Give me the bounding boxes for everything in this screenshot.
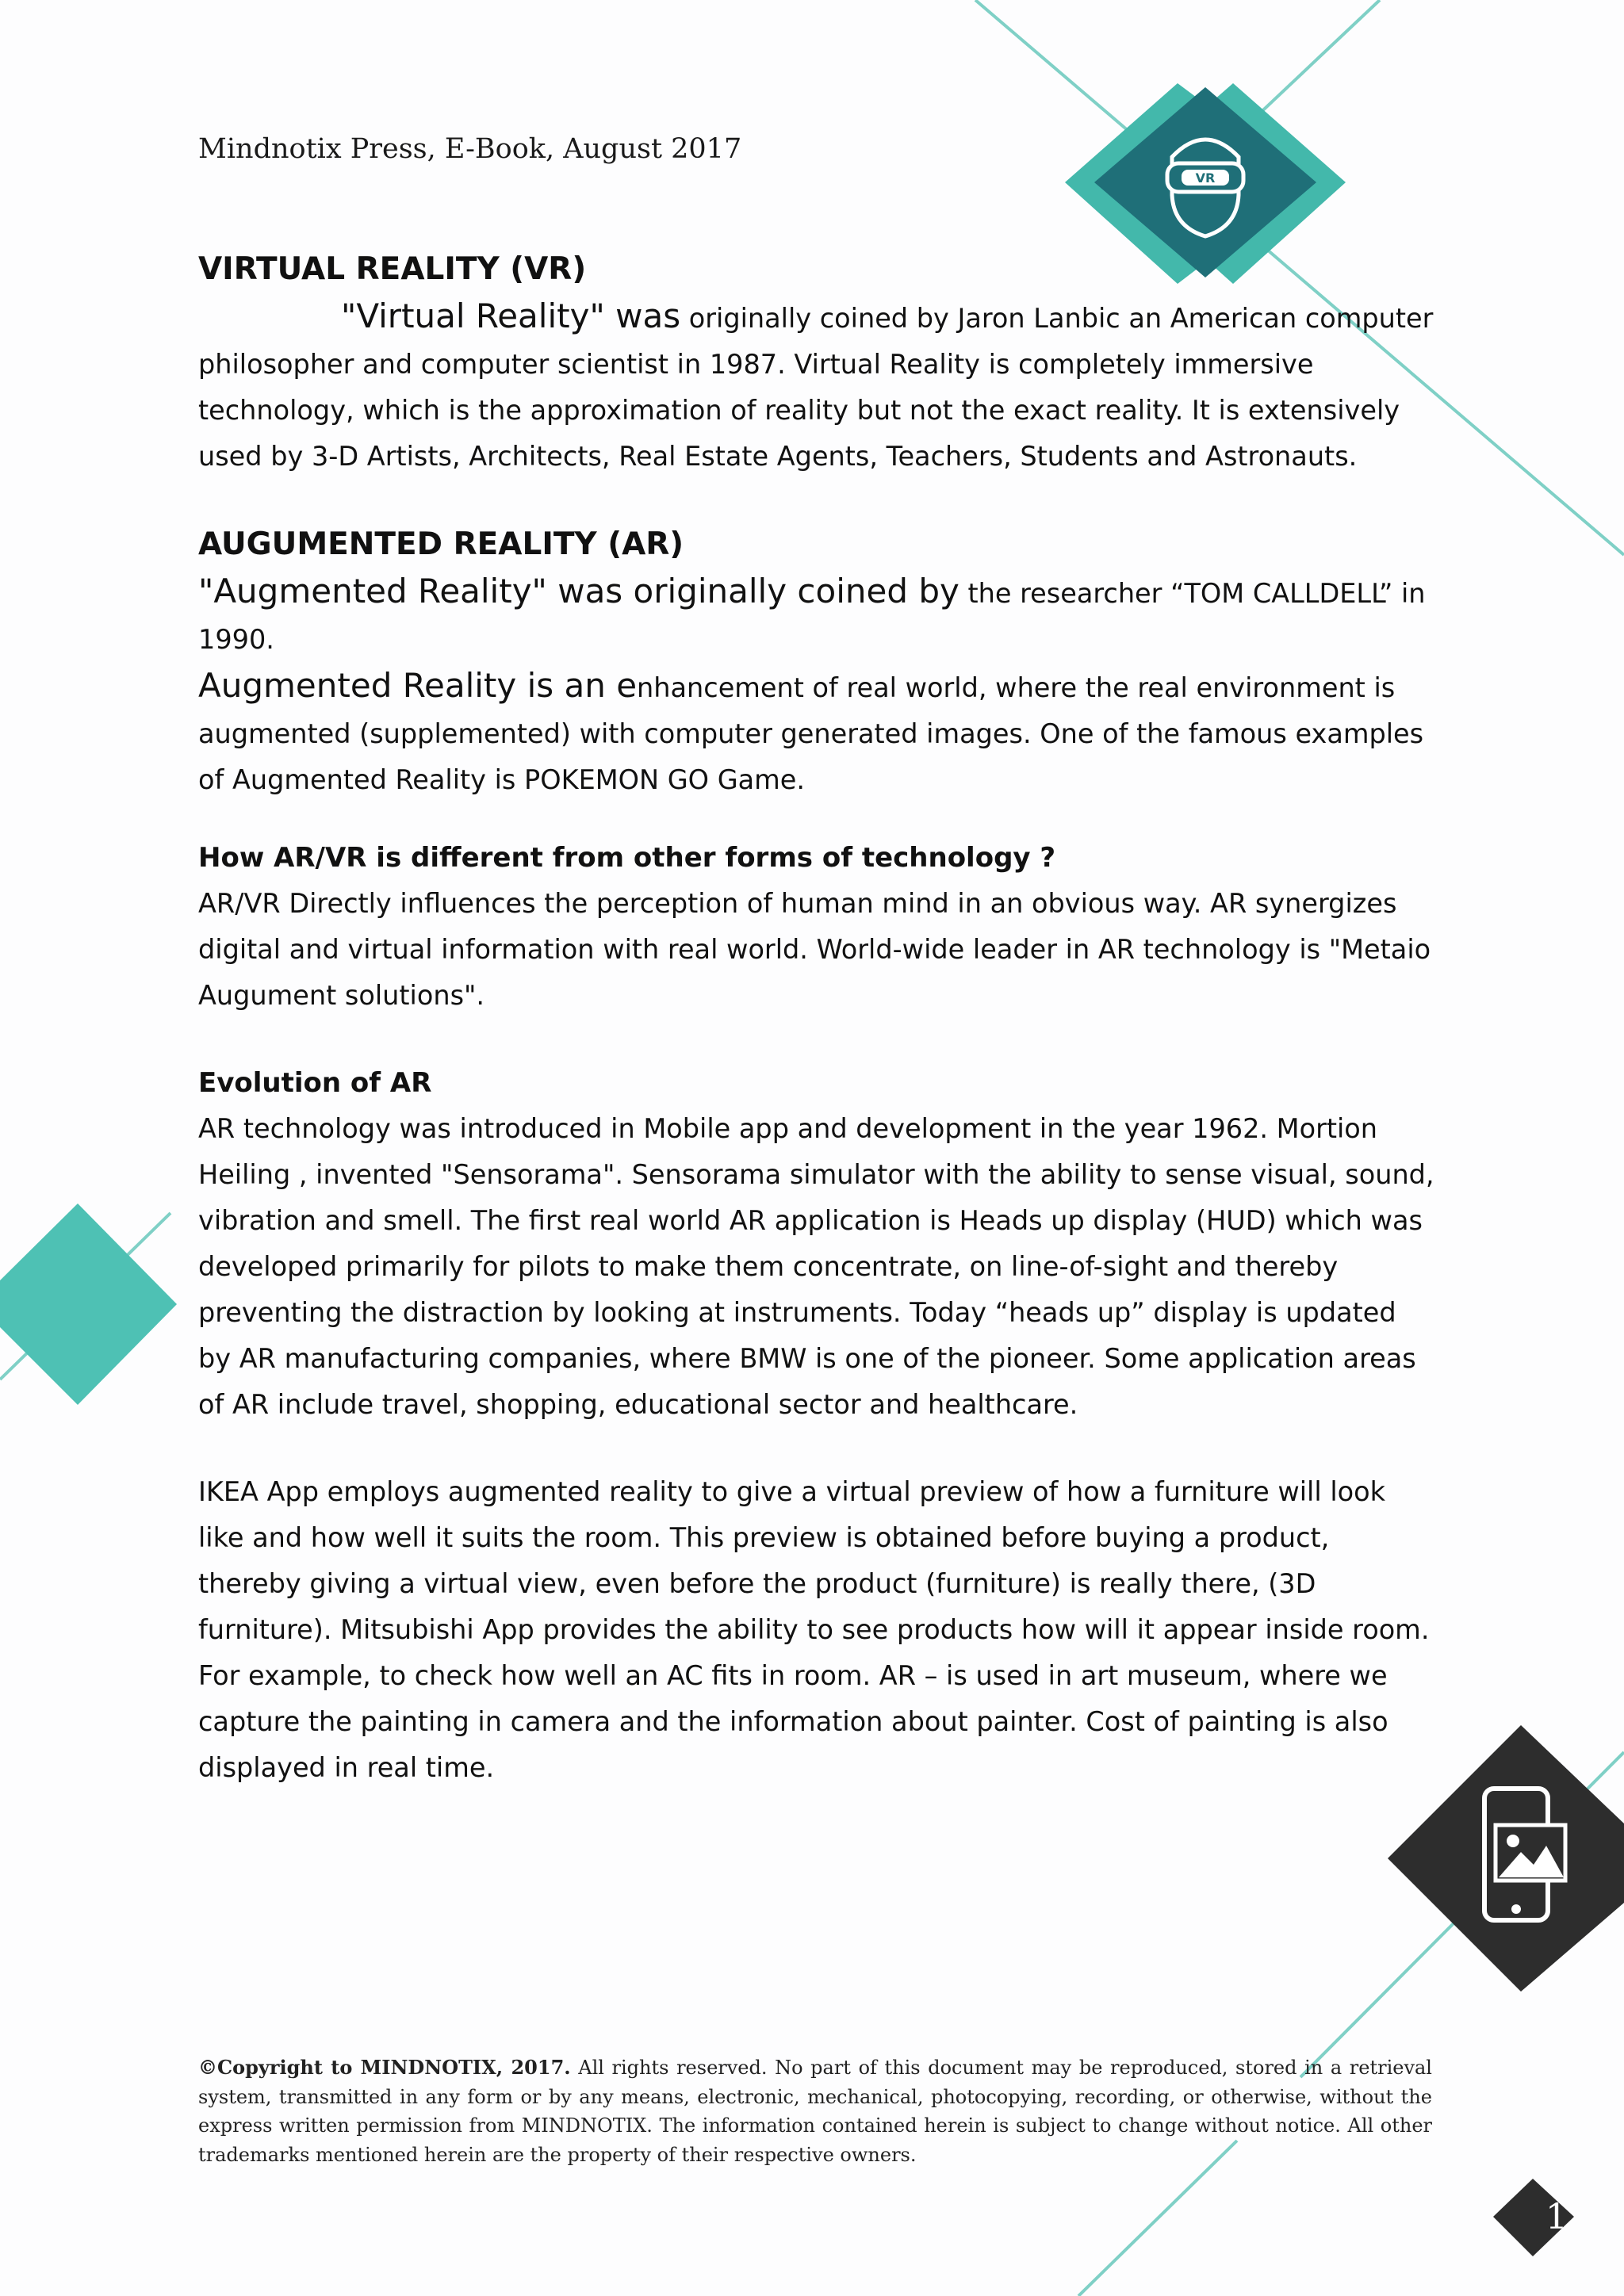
section-difference xyxy=(198,835,1435,1019)
ar-lead-1: "Augmented Reality" was originally coined by xyxy=(198,572,959,610)
section-evolution xyxy=(198,1060,1435,1791)
vr-paragraph xyxy=(198,293,1435,480)
ar-paragraph-1 xyxy=(198,568,1435,663)
document-header: Mindnotix Press, E-Book, August 2017 xyxy=(198,133,742,165)
ar-lead-2: Augmented Reality is an e xyxy=(198,666,638,705)
ar-body-2: nhancement of real world, where the real environment is augmented (supplemented) with computer generated images. One of the famous examples of Augmented Reality is POKEMON GO Game. xyxy=(198,672,1424,795)
vr-lead: "Virtual Reality" was xyxy=(341,297,681,335)
ar-body-1: the researcher “TOM CALLDELL” in 1990. xyxy=(198,578,1426,655)
section-title-ar: AUGUMENTED REALITY (AR) xyxy=(198,526,684,562)
main-content xyxy=(198,246,1435,1791)
section-ar xyxy=(198,521,1435,803)
section-title-vr: VIRTUAL REALITY (VR) xyxy=(198,251,587,287)
section-vr xyxy=(198,246,1435,480)
section-title-evolution: Evolution of AR xyxy=(198,1067,432,1099)
ikea-paragraph: IKEA App employs augmented reality to give a virtual preview of how a furniture will look like and how well it suits the room. This preview is obtained before buying a product, thereby giving a virtual view, even before the product (furniture) is really there, (3D furniture). Mitsubishi App provides the ability to see products how will it appear inside room. For example, to check how well an AC fits in room. AR – is used in art museum, where we capture the painting in camera and the information about painter. Cost of painting is also displayed in real time. xyxy=(198,1476,1430,1783)
vr-body: originally coined by Jaron Lanbic an American computer philosopher and computer scientist in 1987. Virtual Reality is completely immersive technology, which is the approximation of reality but not the exact reality. It is extensively used by 3-D Artists, Architects, Real Estate Agents, Teachers, Students and Astronauts. xyxy=(198,303,1434,472)
phone-image-icon xyxy=(1481,1785,1568,1928)
page-number: 1 xyxy=(1545,2197,1568,2237)
difference-paragraph: AR/VR Directly influences the perception of human mind in an obvious way. AR synergizes digital and virtual information with real world. World-wide leader in AR technology is "Metaio Augument solutions". xyxy=(198,888,1431,1011)
copyright-bold: ©Copyright to MINDNOTIX, 2017. xyxy=(198,2056,571,2079)
vr-badge-text: VR xyxy=(1195,170,1216,186)
copyright-text: All rights reserved. No part of this document may be reproduced, stored in a retrieval system, transmitted in any form or by any means, electronic, mechanical, photocopying, recording, or otherwise, without the express written permission from MINDNOTIX. The information contained herein is subject to change without notice. All other trademarks mentioned herein are the property of their respective owners. xyxy=(198,2057,1432,2166)
vr-headset-icon xyxy=(1158,125,1253,244)
ar-paragraph-2 xyxy=(198,663,1435,803)
section-title-difference: How AR/VR is different from other forms of technology ? xyxy=(198,842,1056,874)
copyright-footer xyxy=(198,2053,1432,2169)
evolution-paragraph: AR technology was introduced in Mobile app and development in the year 1962. Mortion Heiling , invented "Sensorama". Sensorama simulator with the ability to sense visual, sound, vibration and smell. The first real world AR application is Heads up display (HUD) which was developed primarily for pilots to make them concentrate, on line-of-sight and thereby preventing the distraction by looking at instruments. Today “heads up” display is updated by AR manufacturing companies, where BMW is one of the pioneer. Some application areas of AR include travel, shopping, educational sector and healthcare. xyxy=(198,1113,1434,1420)
